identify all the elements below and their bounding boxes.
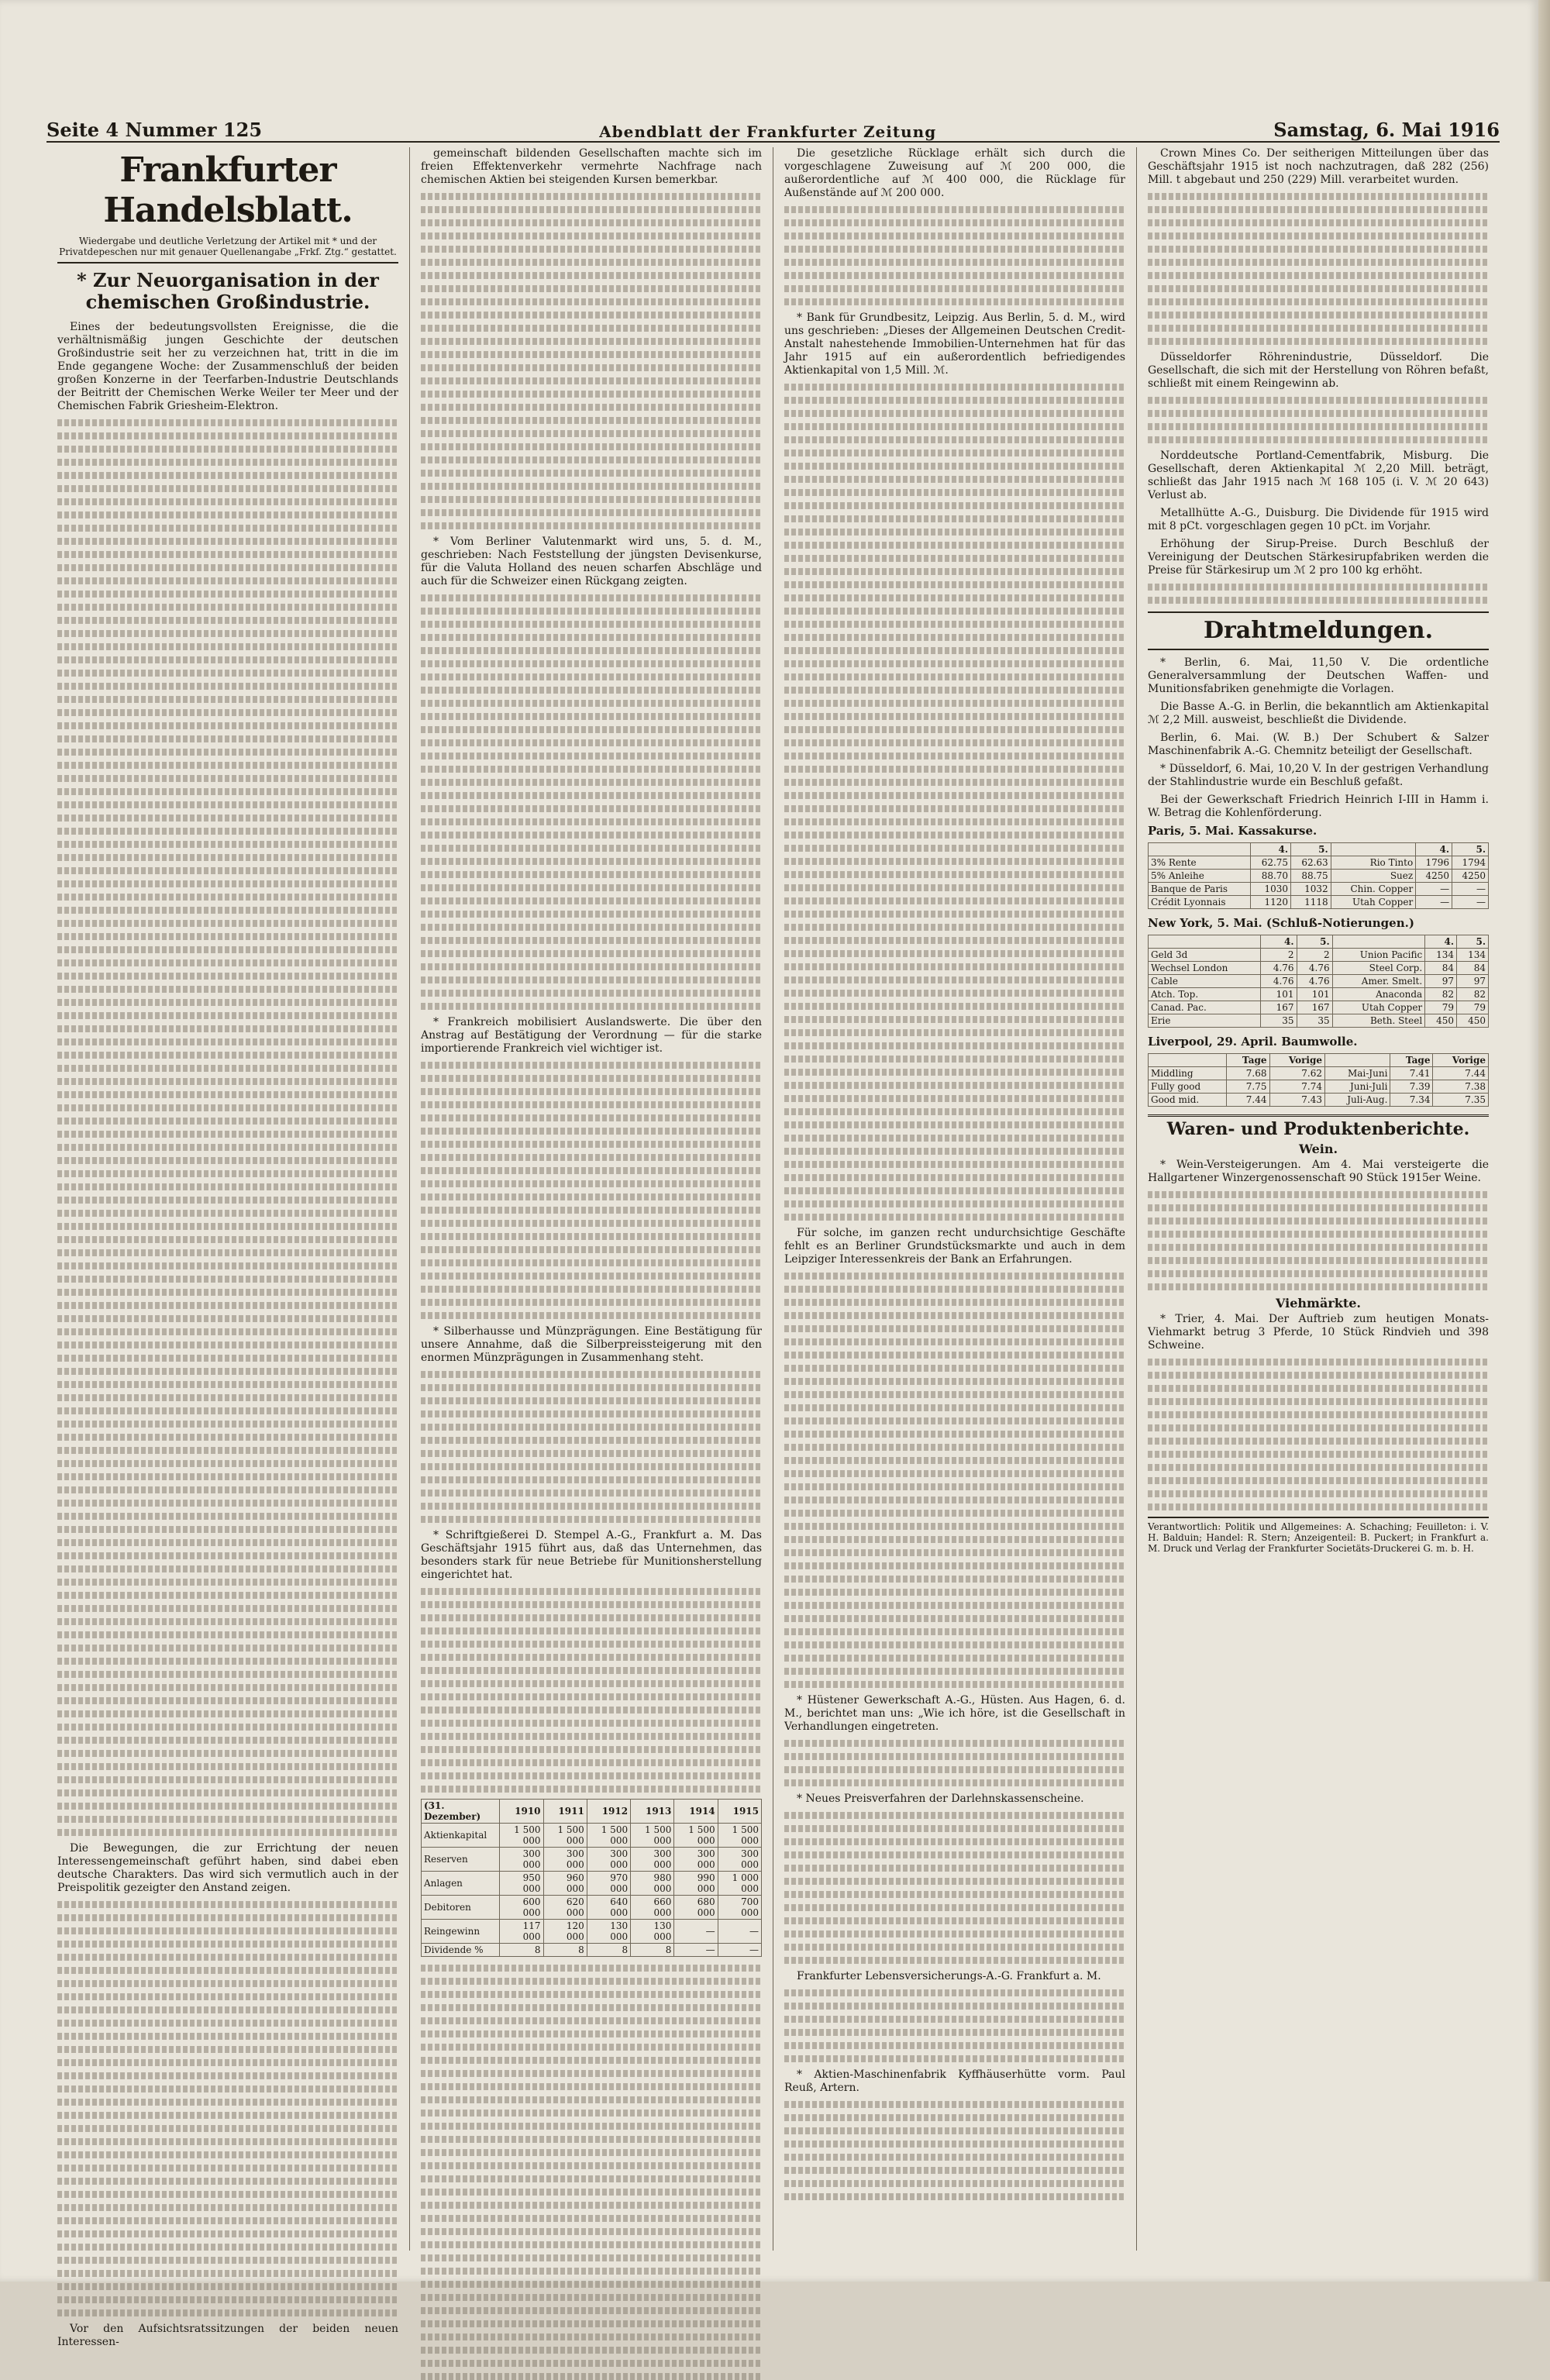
table-cell: 97: [1425, 975, 1457, 988]
table-row: [1149, 1080, 1489, 1094]
wire-paragraph: Berlin, 6. Mai. (W. B.) Der Schubert & Salzer Maschinenfabrik A.-G. Chemnitz beteiligt der Gesellschaft.: [1148, 732, 1489, 757]
table-cell: 300 000: [543, 1848, 587, 1872]
table-cell: Mai-Juni: [1325, 1067, 1390, 1080]
table-cell: Canad. Pac.: [1149, 1001, 1261, 1014]
article-paragraph: gemeinschaft bildenden Gesellschaften machte sich im freien Effektenverkehr vermehrte Nachfrage nach chemischen Aktien bei steigenden Kursen bemerkbar.: [421, 147, 762, 186]
table-cell: 35: [1297, 1014, 1332, 1028]
article-paragraph: Eines der bedeutungsvollsten Ereignisse, die die verhältnismäßig jungen Geschichte der deutschen Großindustrie seit her zu verzeichnen hat, tritt in die im Ende gegangene Woche: der Zusammenschluß der beiden großen Konzerne in der Teerfarben-Industrie Deutschlands der Beitritt der Chemischen Werke Weiler ter Meer und der Chemischen Fabrik Griesheim-Elektron.: [57, 321, 398, 412]
table-header-cell: 4.: [1251, 843, 1291, 856]
table-cell: Geld 3d: [1149, 949, 1261, 962]
table-row: [1149, 975, 1489, 988]
article-paragraph: * Vom Berliner Valutenmarkt wird uns, 5. d. M., geschrieben: Nach Feststellung der jüngsten Devisenkurse, für die Valuta Holland des neuen scharfen Abschläge und auch für die Schweizer einen Rückgang zeigten.: [421, 536, 762, 587]
table-cell: 117 000: [500, 1920, 543, 1944]
table-cell: 1 500 000: [500, 1824, 543, 1848]
table-cell: 7.39: [1390, 1080, 1433, 1094]
table-row: [422, 1824, 762, 1848]
table-header-cell: [1149, 935, 1261, 949]
table-cell: 8: [543, 1944, 587, 1957]
table-cell: 640 000: [587, 1896, 630, 1920]
table-row: [1149, 949, 1489, 962]
table-cell: 8: [631, 1944, 674, 1957]
table-header-cell: Vorige: [1269, 1054, 1325, 1067]
table-cell: —: [674, 1920, 718, 1944]
table-header-cell: Tage: [1390, 1054, 1433, 1067]
livestock-paragraph: * Trier, 4. Mai. Der Auftrieb zum heutigen Monats-Viehmarkt betrug 3 Pferde, 10 Stück Rindvieh und 398 Schweine.: [1148, 1313, 1489, 1352]
table-header-cell: Vorige: [1433, 1054, 1489, 1067]
table-cell: 79: [1457, 1001, 1489, 1014]
column-4: [1137, 147, 1500, 2251]
table-row: [1149, 1067, 1489, 1080]
table-header-cell: [1149, 1054, 1227, 1067]
table-header-cell: 4.: [1416, 843, 1452, 856]
wine-heading: Wein.: [1298, 1142, 1338, 1156]
livestock-heading: Viehmärkte.: [1276, 1296, 1361, 1311]
table-cell: 970 000: [587, 1872, 630, 1896]
table-row: [1149, 870, 1489, 883]
table-cell: 7.75: [1227, 1080, 1269, 1094]
table-cell: Utah Copper: [1331, 896, 1416, 909]
table-header-cell: 1915: [718, 1800, 761, 1824]
paris-quotes-table: [1148, 842, 1489, 909]
table-cell: Good mid.: [1149, 1094, 1227, 1107]
table-cell: Chin. Copper: [1331, 883, 1416, 896]
table-cell: 4250: [1416, 870, 1452, 883]
table-cell: 7.43: [1269, 1094, 1325, 1107]
commodity-reports-heading: Waren- und Produktenberichte.: [1166, 1119, 1470, 1139]
table-cell: 84: [1457, 962, 1489, 975]
table-cell: 1 500 000: [631, 1824, 674, 1848]
reprint-note: Wiedergabe und deutliche Verletzung der Artikel mit * und der Privatdepeschen nur mit genauer Quellenangabe „Frkf. Ztg.“ gestattet.: [57, 236, 398, 263]
article-paragraph: * Bank für Grundbesitz, Leipzig. Aus Berlin, 5. d. M., wird uns geschrieben: „Dieses der Allgemeinen Deutschen Credit-Anstalt nahestehende Immobilien-Unternehmen hat für das Jahr 1915 auf ein außerordentlich befriedigendes Aktienkapital von 1,5 Mill. ℳ.: [784, 312, 1125, 377]
article-paragraph: Crown Mines Co. Der seitherigen Mitteilungen über das Geschäftsjahr 1915 ist noch nachzutragen, daß 282 (256) Mill. t abgebaut und 250 (229) Mill. verarbeitet wurden.: [1148, 147, 1489, 186]
article-paragraph: * Schriftgießerei D. Stempel A.-G., Frankfurt a. M. Das Geschäftsjahr 1915 führt aus, daß das Unternehmen, das besonders stark für neue Betriebe für Munitionsherstellung eingerichtet hat.: [421, 1529, 762, 1581]
table-cell: 130 000: [587, 1920, 630, 1944]
table-cell: 1118: [1291, 896, 1331, 909]
liverpool-cotton-table: [1148, 1053, 1489, 1107]
imprint: Verantwortlich: Politik und Allgemeines: A. Schaching; Feuilleton: i. V. H. Balduin; Handel: R. Stern; Anzeigenteil: B. Puckert; in Frankfurt a. M. Druck und Verlag der Frankfurter Societäts-Druckerei G. m. b. H.: [1148, 1517, 1489, 1554]
table-cell: Banque de Paris: [1149, 883, 1251, 896]
table-cell: 300 000: [500, 1848, 543, 1872]
table-cell: Rio Tinto: [1331, 856, 1416, 870]
table-cell: 1120: [1251, 896, 1291, 909]
table-header-cell: [1149, 843, 1251, 856]
table-row: [1149, 1001, 1489, 1014]
table-cell: 7.68: [1227, 1067, 1269, 1080]
table-cell: 7.34: [1390, 1094, 1433, 1107]
table-header-cell: 1913: [631, 1800, 674, 1824]
table-cell: 167: [1297, 1001, 1332, 1014]
table-cell: Reserven: [422, 1848, 500, 1872]
table-row: [422, 1896, 762, 1920]
article-paragraph: Düsseldorfer Röhrenindustrie, Düsseldorf. Die Gesellschaft, die sich mit der Herstellung von Röhren befaßt, schließt mit einem Reingewinn ab.: [1148, 351, 1489, 390]
table-header-cell: [1325, 1054, 1390, 1067]
article-paragraph: Vor den Aufsichtsratssitzungen der beiden neuen Interessen-: [57, 2323, 398, 2348]
table-cell: 62.63: [1291, 856, 1331, 870]
table-cell: 1 500 000: [718, 1824, 761, 1848]
paris-table-title: Paris, 5. Mai. Kassakurse.: [1148, 824, 1318, 838]
issue-date: Samstag, 6. Mai 1916: [1273, 119, 1500, 141]
table-cell: 1 500 000: [587, 1824, 630, 1848]
table-cell: Reingewinn: [422, 1920, 500, 1944]
newyork-quotes-table: [1148, 935, 1489, 1028]
table-cell: 88.70: [1251, 870, 1291, 883]
table-cell: 134: [1457, 949, 1489, 962]
table-cell: 1794: [1452, 856, 1489, 870]
table-cell: 82: [1457, 988, 1489, 1001]
table-cell: 5% Anleihe: [1149, 870, 1251, 883]
article-paragraph: * Neues Preisverfahren der Darlehnskassenscheine.: [797, 1793, 1084, 1805]
table-cell: —: [718, 1944, 761, 1957]
table-cell: 2: [1261, 949, 1297, 962]
table-cell: 680 000: [674, 1896, 718, 1920]
table-row: [1149, 1014, 1489, 1028]
table-row: [422, 1872, 762, 1896]
table-cell: 1 500 000: [674, 1824, 718, 1848]
table-cell: 300 000: [631, 1848, 674, 1872]
table-cell: Middling: [1149, 1067, 1227, 1080]
table-cell: 1 500 000: [543, 1824, 587, 1848]
wire-paragraph: * Düsseldorf, 6. Mai, 10,20 V. In der gestrigen Verhandlung der Stahlindustrie wurde ein Beschluß gefaßt.: [1148, 763, 1489, 788]
table-header-cell: 1911: [543, 1800, 587, 1824]
table-cell: —: [1452, 883, 1489, 896]
table-cell: —: [674, 1944, 718, 1957]
table-row: [1149, 896, 1489, 909]
table-row: [1149, 856, 1489, 870]
column-1: [46, 147, 410, 2348]
table-cell: 7.41: [1390, 1067, 1433, 1080]
newyork-table-title: New York, 5. Mai. (Schluß-Notierungen.): [1148, 916, 1414, 930]
table-cell: Suez: [1331, 870, 1416, 883]
table-cell: 620 000: [543, 1896, 587, 1920]
table-cell: —: [718, 1920, 761, 1944]
table-cell: —: [1452, 896, 1489, 909]
table-cell: Anaconda: [1332, 988, 1425, 1001]
table-header-cell: Tage: [1227, 1054, 1269, 1067]
table-header-cell: 5.: [1297, 935, 1332, 949]
table-cell: 7.38: [1433, 1080, 1489, 1094]
table-cell: Atch. Top.: [1149, 988, 1261, 1001]
table-cell: 300 000: [718, 1848, 761, 1872]
table-cell: Debitoren: [422, 1896, 500, 1920]
table-header-cell: 5.: [1291, 843, 1331, 856]
table-cell: Dividende %: [422, 1944, 500, 1957]
table-header-cell: 1910: [500, 1800, 543, 1824]
table-cell: 3% Rente: [1149, 856, 1251, 870]
article-headline: * Zur Neuorganisation in der chemischen Großindustrie.: [77, 269, 379, 313]
table-cell: 4.76: [1297, 975, 1332, 988]
article-paragraph: Die Bewegungen, die zur Errichtung der neuen Interessengemeinschaft geführt haben, sind dabei eben deutsche Charakters. Das wird sich vermutlich auch in der Preispolitik gezeigter den Anstand zeigen.: [57, 1842, 398, 1894]
wire-paragraph: * Berlin, 6. Mai, 11,50 V. Die ordentliche Generalversammlung der Deutschen Waffen- und Munitionsfabriken genehmigte die Vorlagen.: [1148, 656, 1489, 695]
article-paragraph: Frankfurter Lebensversicherungs-A.-G. Frankfurt a. M.: [797, 1970, 1101, 1982]
table-row: [422, 1920, 762, 1944]
article-paragraph: Für solche, im ganzen recht undurchsichtige Geschäfte fehlt es an Berliner Grundstücksmarkte und auch in dem Leipziger Interessenkreis der Bank an Erfahrungen.: [784, 1227, 1125, 1266]
table-cell: Aktienkapital: [422, 1824, 500, 1848]
table-cell: 35: [1261, 1014, 1297, 1028]
table-header-cell: (31. Dezember): [422, 1800, 500, 1824]
wire-paragraph: Bei der Gewerkschaft Friedrich Heinrich I-III in Hamm i. W. Betrag die Kohlenförderung.: [1148, 794, 1489, 819]
table-header-cell: 5.: [1452, 843, 1489, 856]
table-row: [422, 1848, 762, 1872]
table-cell: Juni-Juli: [1325, 1080, 1390, 1094]
article-paragraph: * Hüstener Gewerkschaft A.-G., Hüsten. Aus Hagen, 6. d. M., berichtet man uns: „Wie ich höre, ist die Gesellschaft in Verhandlungen eingetreten.: [784, 1694, 1125, 1733]
table-cell: Wechsel London: [1149, 962, 1261, 975]
table-cell: 700 000: [718, 1896, 761, 1920]
table-cell: 7.74: [1269, 1080, 1325, 1094]
table-cell: 1796: [1416, 856, 1452, 870]
wire-paragraph: Die Basse A.-G. in Berlin, die bekanntlich am Aktienkapital ℳ 2,2 Mill. ausweist, beschließt die Dividende.: [1148, 701, 1489, 726]
table-cell: 4250: [1452, 870, 1489, 883]
columns: [46, 147, 1500, 2348]
table-cell: Juli-Aug.: [1325, 1094, 1390, 1107]
table-cell: Union Pacific: [1332, 949, 1425, 962]
table-cell: 300 000: [674, 1848, 718, 1872]
table-cell: Utah Copper: [1332, 1001, 1425, 1014]
stempel-balance-table: [421, 1799, 762, 1957]
table-cell: 120 000: [543, 1920, 587, 1944]
table-row: [1149, 883, 1489, 896]
wine-paragraph: * Wein-Versteigerungen. Am 4. Mai versteigerte die Hallgartener Winzergenossenschaft 90 Stück 1915er Weine.: [1148, 1159, 1489, 1184]
article-paragraph: Erhöhung der Sirup-Preise. Durch Beschluß der Vereinigung der Deutschen Stärkesirupfabriken werden die Preise für Stärkesirup um ℳ 2 pro 100 kg erhöht.: [1148, 538, 1489, 577]
table-cell: 660 000: [631, 1896, 674, 1920]
table-cell: 101: [1297, 988, 1332, 1001]
table-cell: 84: [1425, 962, 1457, 975]
table-cell: 167: [1261, 1001, 1297, 1014]
table-cell: Steel Corp.: [1332, 962, 1425, 975]
table-header-cell: 1912: [587, 1800, 630, 1824]
table-cell: 130 000: [631, 1920, 674, 1944]
table-cell: 82: [1425, 988, 1457, 1001]
table-cell: 7.35: [1433, 1094, 1489, 1107]
table-header-cell: 4.: [1261, 935, 1297, 949]
table-cell: 1 000 000: [718, 1872, 761, 1896]
table-cell: 7.44: [1433, 1067, 1489, 1080]
table-header-cell: [1332, 935, 1425, 949]
newspaper-title: Abendblatt der Frankfurter Zeitung: [599, 122, 937, 141]
table-cell: 960 000: [543, 1872, 587, 1896]
table-header-cell: 5.: [1457, 935, 1489, 949]
table-cell: 300 000: [587, 1848, 630, 1872]
section-masthead: Frankfurter Handelsblatt.: [103, 150, 353, 230]
table-header-cell: 4.: [1425, 935, 1457, 949]
page-header: [46, 110, 1500, 143]
table-cell: 2: [1297, 949, 1332, 962]
table-cell: 101: [1261, 988, 1297, 1001]
table-cell: 7.62: [1269, 1067, 1325, 1080]
table-cell: Fully good: [1149, 1080, 1227, 1094]
column-3: [773, 147, 1137, 2251]
table-row: [1149, 988, 1489, 1001]
article-paragraph: Metallhütte A.-G., Duisburg. Die Dividende für 1915 wird mit 8 pCt. vorgeschlagen gegen 10 pCt. im Vorjahr.: [1148, 507, 1489, 532]
article-paragraph: Norddeutsche Portland-Cementfabrik, Misburg. Die Gesellschaft, deren Aktienkapital ℳ 2,20 Mill. beträgt, schließt das Jahr 1915 nach ℳ 168 105 (i. V. ℳ 20 643) Verlust ab.: [1148, 449, 1489, 501]
table-header-cell: [1331, 843, 1416, 856]
table-cell: 990 000: [674, 1872, 718, 1896]
liverpool-table-title: Liverpool, 29. April. Baumwolle.: [1148, 1035, 1358, 1049]
table-cell: 450: [1425, 1014, 1457, 1028]
table-row: [1149, 1094, 1489, 1107]
article-paragraph: * Frankreich mobilisiert Auslandswerte. Die über den Anstrag auf Bestätigung der Verordnung — für die starke importierende Frankreich viel wichtiger ist.: [421, 1016, 762, 1055]
table-cell: 600 000: [500, 1896, 543, 1920]
table-cell: 4.76: [1261, 962, 1297, 975]
table-cell: 1030: [1251, 883, 1291, 896]
page-edge: [1538, 0, 1550, 2282]
table-cell: 4.76: [1297, 962, 1332, 975]
table-cell: 88.75: [1291, 870, 1331, 883]
table-cell: 79: [1425, 1001, 1457, 1014]
article-paragraph: * Aktien-Maschinenfabrik Kyffhäuserhütte vorm. Paul Reuß, Artern.: [784, 2068, 1125, 2094]
table-cell: Erie: [1149, 1014, 1261, 1028]
table-cell: 4.76: [1261, 975, 1297, 988]
table-cell: 450: [1457, 1014, 1489, 1028]
table-cell: —: [1416, 883, 1452, 896]
table-cell: 980 000: [631, 1872, 674, 1896]
table-cell: Amer. Smelt.: [1332, 975, 1425, 988]
table-cell: 1032: [1291, 883, 1331, 896]
table-header-cell: 1914: [674, 1800, 718, 1824]
table-cell: Anlagen: [422, 1872, 500, 1896]
table-cell: Crédit Lyonnais: [1149, 896, 1251, 909]
table-cell: —: [1416, 896, 1452, 909]
table-cell: 8: [587, 1944, 630, 1957]
table-cell: 62.75: [1251, 856, 1291, 870]
table-cell: 950 000: [500, 1872, 543, 1896]
table-cell: 97: [1457, 975, 1489, 988]
column-2: [410, 147, 773, 2251]
table-cell: Beth. Steel: [1332, 1014, 1425, 1028]
table-cell: Cable: [1149, 975, 1261, 988]
table-cell: 8: [500, 1944, 543, 1957]
wire-news-heading: Drahtmeldungen.: [1148, 611, 1489, 650]
article-paragraph: Die gesetzliche Rücklage erhält sich durch die vorgeschlagene Zuweisung auf ℳ 200 000, die außerordentliche auf ℳ 400 000, die Rücklage für Außenstände auf ℳ 200 000.: [784, 147, 1125, 199]
table-cell: 134: [1425, 949, 1457, 962]
page-number: Seite 4 Nummer 125: [46, 119, 263, 141]
article-paragraph: * Silberhausse und Münzprägungen. Eine Bestätigung für unsere Annahme, daß die Silberpreissteigerung mit den enormen Münzprägungen in Zusammenhang steht.: [421, 1325, 762, 1364]
table-cell: 7.44: [1227, 1094, 1269, 1107]
table-row: [1149, 962, 1489, 975]
table-row: [422, 1944, 762, 1957]
